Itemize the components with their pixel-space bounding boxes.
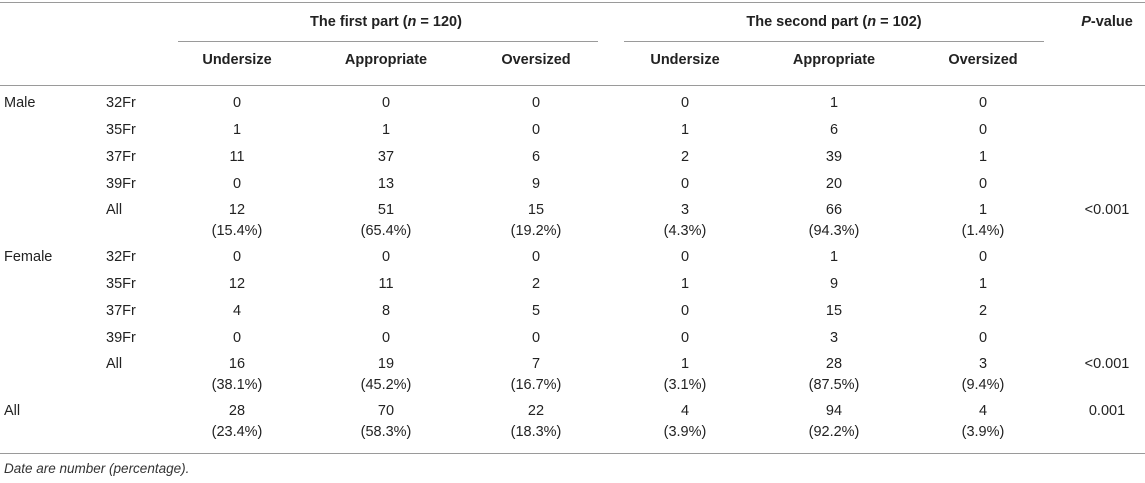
table-top-rule: [0, 2, 1145, 3]
cell-count: 2: [680, 149, 690, 165]
group-header-second-part: The second part (n = 102): [746, 14, 922, 30]
cell-count: 4: [680, 403, 690, 419]
cell-count: 0: [680, 176, 690, 192]
cell-count: 1: [680, 122, 690, 138]
table-cell: [664, 354, 707, 396]
cell-count: 0: [978, 95, 988, 111]
cell-count: 0: [978, 249, 988, 265]
pvalue-cell: <0.001: [1084, 356, 1130, 372]
row-size-label: 35Fr: [106, 122, 136, 138]
cell-count: 0: [531, 330, 541, 346]
cell-percentage: (38.1%): [211, 377, 263, 393]
cell-count: 0: [381, 330, 391, 346]
table-cell: [532, 93, 540, 114]
cell-percentage: (65.4%): [360, 223, 412, 239]
cell-count: 12: [228, 276, 246, 292]
row-size-label: 39Fr: [106, 176, 136, 192]
pvalue-cell: <0.001: [1084, 202, 1130, 218]
table-cell: [233, 328, 241, 349]
table-cell: [511, 401, 562, 443]
cell-count: 0: [978, 330, 988, 346]
cell-count: 37: [377, 149, 395, 165]
cell-count: 7: [531, 356, 541, 372]
cell-count: 2: [531, 276, 541, 292]
table-cell: [830, 120, 838, 141]
cell-count: 16: [228, 356, 246, 372]
table-cell: [830, 328, 838, 349]
cell-count: 3: [829, 330, 839, 346]
cell-count: 0: [531, 249, 541, 265]
group-header-first-part: The first part (n = 120): [310, 14, 462, 30]
table-cell: [979, 174, 987, 195]
row-size-label: All: [106, 356, 123, 372]
cell-count: 13: [377, 176, 395, 192]
cell-percentage: (4.3%): [663, 223, 707, 239]
table-cell: [212, 401, 263, 443]
table-cell: [826, 174, 842, 195]
table-cell: [382, 247, 390, 268]
table-cell: [681, 174, 689, 195]
cell-count: 1: [680, 276, 690, 292]
cell-count: 15: [825, 303, 843, 319]
table-cell: [532, 328, 540, 349]
table-footnote: Date are number (percentage).: [4, 461, 190, 476]
cell-percentage: (18.3%): [510, 424, 562, 440]
row-group-label: Male: [4, 95, 36, 111]
row-size-label: 37Fr: [106, 303, 136, 319]
cell-count: 0: [232, 95, 242, 111]
table-cell: [979, 120, 987, 141]
table-cell: [532, 247, 540, 268]
table-cell: [809, 200, 860, 242]
table-cell: [532, 274, 540, 295]
cell-percentage: (45.2%): [360, 377, 412, 393]
table-cell: [361, 354, 412, 396]
table-cell: [979, 147, 987, 168]
table-cell: [979, 93, 987, 114]
table-cell: [962, 354, 1005, 396]
cell-count: 5: [531, 303, 541, 319]
table-cell: [681, 93, 689, 114]
cell-count: 70: [377, 403, 395, 419]
table-bottom-rule: [0, 453, 1145, 454]
table-cell: [681, 274, 689, 295]
cell-count: 6: [829, 122, 839, 138]
cell-count: 9: [531, 176, 541, 192]
table-cell: [233, 301, 241, 322]
cell-count: 0: [232, 249, 242, 265]
cell-count: 1: [829, 95, 839, 111]
cell-count: 3: [978, 356, 988, 372]
table-cell: [511, 354, 562, 396]
cell-count: 1: [978, 149, 988, 165]
cell-count: 1: [829, 249, 839, 265]
cell-percentage: (15.4%): [211, 223, 263, 239]
table-cell: [664, 200, 707, 242]
table-cell: [681, 301, 689, 322]
row-size-label: 32Fr: [106, 249, 136, 265]
table-cell: [681, 147, 689, 168]
row-size-label: 32Fr: [106, 95, 136, 111]
cell-count: 51: [377, 202, 395, 218]
cell-count: 20: [825, 176, 843, 192]
table-cell: [212, 354, 263, 396]
cell-count: 0: [680, 95, 690, 111]
table-cell: [511, 200, 562, 242]
cell-count: 94: [825, 403, 843, 419]
first-part-underline: [178, 41, 598, 42]
cell-count: 39: [825, 149, 843, 165]
cell-count: 28: [825, 356, 843, 372]
table-cell: [212, 200, 263, 242]
cell-count: 1: [381, 122, 391, 138]
cell-count: 0: [680, 249, 690, 265]
cell-count: 0: [232, 330, 242, 346]
cell-count: 0: [531, 122, 541, 138]
cell-percentage: (3.9%): [663, 424, 707, 440]
table-cell: [382, 301, 390, 322]
column-header: Oversized: [948, 52, 1018, 68]
cell-count: 1: [978, 202, 988, 218]
table-cell: [532, 147, 540, 168]
cell-count: 22: [527, 403, 545, 419]
table-cell: [979, 301, 987, 322]
cell-count: 2: [978, 303, 988, 319]
table-cell: [532, 174, 540, 195]
column-header: Undersize: [202, 52, 272, 68]
row-size-label: 35Fr: [106, 276, 136, 292]
table-cell: [233, 174, 241, 195]
header-rule: [0, 85, 1145, 86]
row-size-label: 37Fr: [106, 149, 136, 165]
cell-count: 11: [378, 276, 394, 292]
table-cell: [382, 328, 390, 349]
cell-count: 66: [825, 202, 843, 218]
table-cell: [830, 93, 838, 114]
cell-percentage: (3.9%): [961, 424, 1005, 440]
cell-count: 12: [228, 202, 246, 218]
table-cell: [830, 274, 838, 295]
pvalue-header: P-value: [1081, 14, 1133, 30]
table-cell: [962, 401, 1005, 443]
cell-count: 1: [680, 356, 690, 372]
cell-count: 3: [680, 202, 690, 218]
cell-percentage: (9.4%): [961, 377, 1005, 393]
cell-count: 8: [381, 303, 391, 319]
column-header: Undersize: [650, 52, 720, 68]
cell-count: 0: [381, 95, 391, 111]
table-cell: [378, 274, 393, 295]
cell-percentage: (58.3%): [360, 424, 412, 440]
table-cell: [361, 200, 412, 242]
row-size-label: All: [106, 202, 123, 218]
table-cell: [233, 247, 241, 268]
cell-percentage: (16.7%): [510, 377, 562, 393]
cell-count: 0: [978, 122, 988, 138]
cell-percentage: (19.2%): [510, 223, 562, 239]
cell-count: 28: [228, 403, 246, 419]
cell-count: 4: [232, 303, 242, 319]
cell-percentage: (3.1%): [663, 377, 707, 393]
cell-count: 9: [829, 276, 839, 292]
table-cell: [361, 401, 412, 443]
cell-count: 0: [232, 176, 242, 192]
table-cell: [532, 301, 540, 322]
second-part-underline: [624, 41, 1044, 42]
cell-percentage: (92.2%): [808, 424, 860, 440]
pvalue-cell: 0.001: [1088, 403, 1126, 419]
table-cell: [378, 174, 394, 195]
cell-count: 0: [680, 330, 690, 346]
cell-count: 19: [377, 356, 395, 372]
table-cell: [979, 247, 987, 268]
table-cell: [830, 247, 838, 268]
column-header: Oversized: [501, 52, 571, 68]
table-cell: [962, 200, 1005, 242]
cell-count: 0: [381, 249, 391, 265]
row-group-label: All: [4, 403, 21, 419]
cell-count: 11: [229, 149, 245, 165]
row-group-label: Female: [4, 249, 53, 265]
table-cell: [532, 120, 540, 141]
cell-percentage: (87.5%): [808, 377, 860, 393]
table-cell: [809, 401, 860, 443]
table-cell: [809, 354, 860, 396]
table-cell: [681, 247, 689, 268]
table-cell: [229, 274, 245, 295]
table-cell: [233, 120, 241, 141]
table-cell: [233, 93, 241, 114]
cell-count: 1: [232, 122, 242, 138]
column-header: Appropriate: [792, 52, 876, 68]
table-cell: [979, 274, 987, 295]
table-cell: [826, 147, 842, 168]
table-cell: [681, 328, 689, 349]
column-header: Appropriate: [344, 52, 428, 68]
cell-percentage: (1.4%): [961, 223, 1005, 239]
cell-count: 6: [531, 149, 541, 165]
cell-count: 0: [978, 176, 988, 192]
cell-count: 4: [978, 403, 988, 419]
table-cell: [382, 93, 390, 114]
cell-percentage: (23.4%): [211, 424, 263, 440]
table-cell: [378, 147, 394, 168]
cell-count: 1: [978, 276, 988, 292]
cell-percentage: (94.3%): [808, 223, 860, 239]
table-cell: [229, 147, 244, 168]
table-cell: [382, 120, 390, 141]
table-cell: [681, 120, 689, 141]
table-cell: [826, 301, 842, 322]
cell-count: 15: [527, 202, 545, 218]
row-size-label: 39Fr: [106, 330, 136, 346]
table-cell: [664, 401, 707, 443]
table-cell: [979, 328, 987, 349]
cell-count: 0: [680, 303, 690, 319]
cell-count: 0: [531, 95, 541, 111]
